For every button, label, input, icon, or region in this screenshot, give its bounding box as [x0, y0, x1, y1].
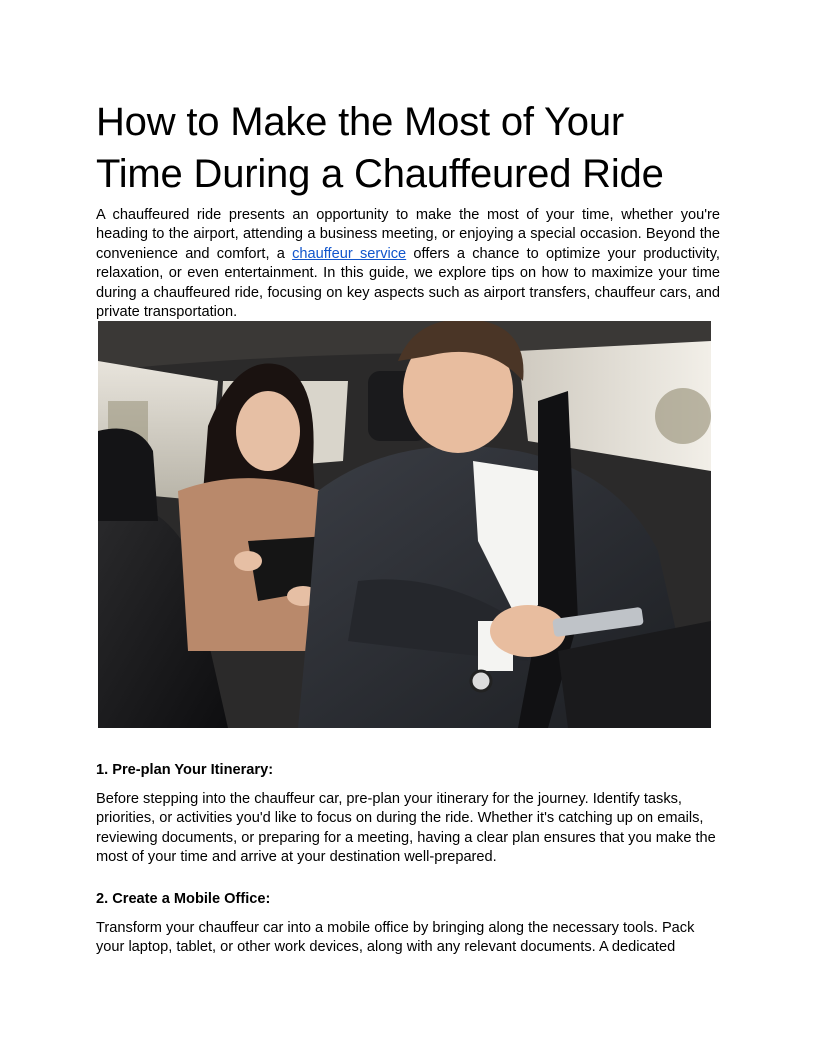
intro-text-after-link: offers a chance to optimize your productivity, relaxation, or even entertainment. In this guide, we explore tips on how to maximize your time during a chauffeured ride, focusing on key aspects such as airport transfers, chauffeur cars, and private transportation.: [96, 245, 720, 321]
section-pre-plan-itinerary: [96, 761, 720, 868]
chauffeur-ride-photo: [98, 321, 711, 728]
section-create-mobile-office: [96, 890, 720, 958]
section-body: Transform your chauffeur car into a mobile office by bringing along the necessary tools. Pack your laptop, tablet, or other work devices, along with any relevant documents. A dedicated: [96, 920, 695, 956]
section-body: Before stepping into the chauffeur car, pre-plan your itinerary for the journey. Identify tasks, priorities, or activities you'd like to focus on during the ride. Whether it's catching up on emails, reviewing documents, or preparing for a meeting, having a clear plan ensures that you make the most of your time and arrive at your destination well-prepared.: [96, 791, 716, 866]
chauffeur-service-link[interactable]: chauffeur service: [292, 245, 407, 262]
section-heading: 1. Pre-plan Your Itinerary:: [96, 762, 274, 778]
intro-text-before-link: A chauffeured ride presents an opportunity to make the most of your time, whether you're heading to the airport, attending a business meeting, or enjoying a special occasion. Beyond the convenience and comfort, a: [96, 207, 720, 262]
intro-paragraph: [96, 206, 720, 322]
section-heading: 2. Create a Mobile Office:: [96, 891, 271, 907]
document-page: [96, 96, 720, 322]
page-title: How to Make the Most of Your Time During a Chauffeured Ride: [96, 100, 664, 196]
